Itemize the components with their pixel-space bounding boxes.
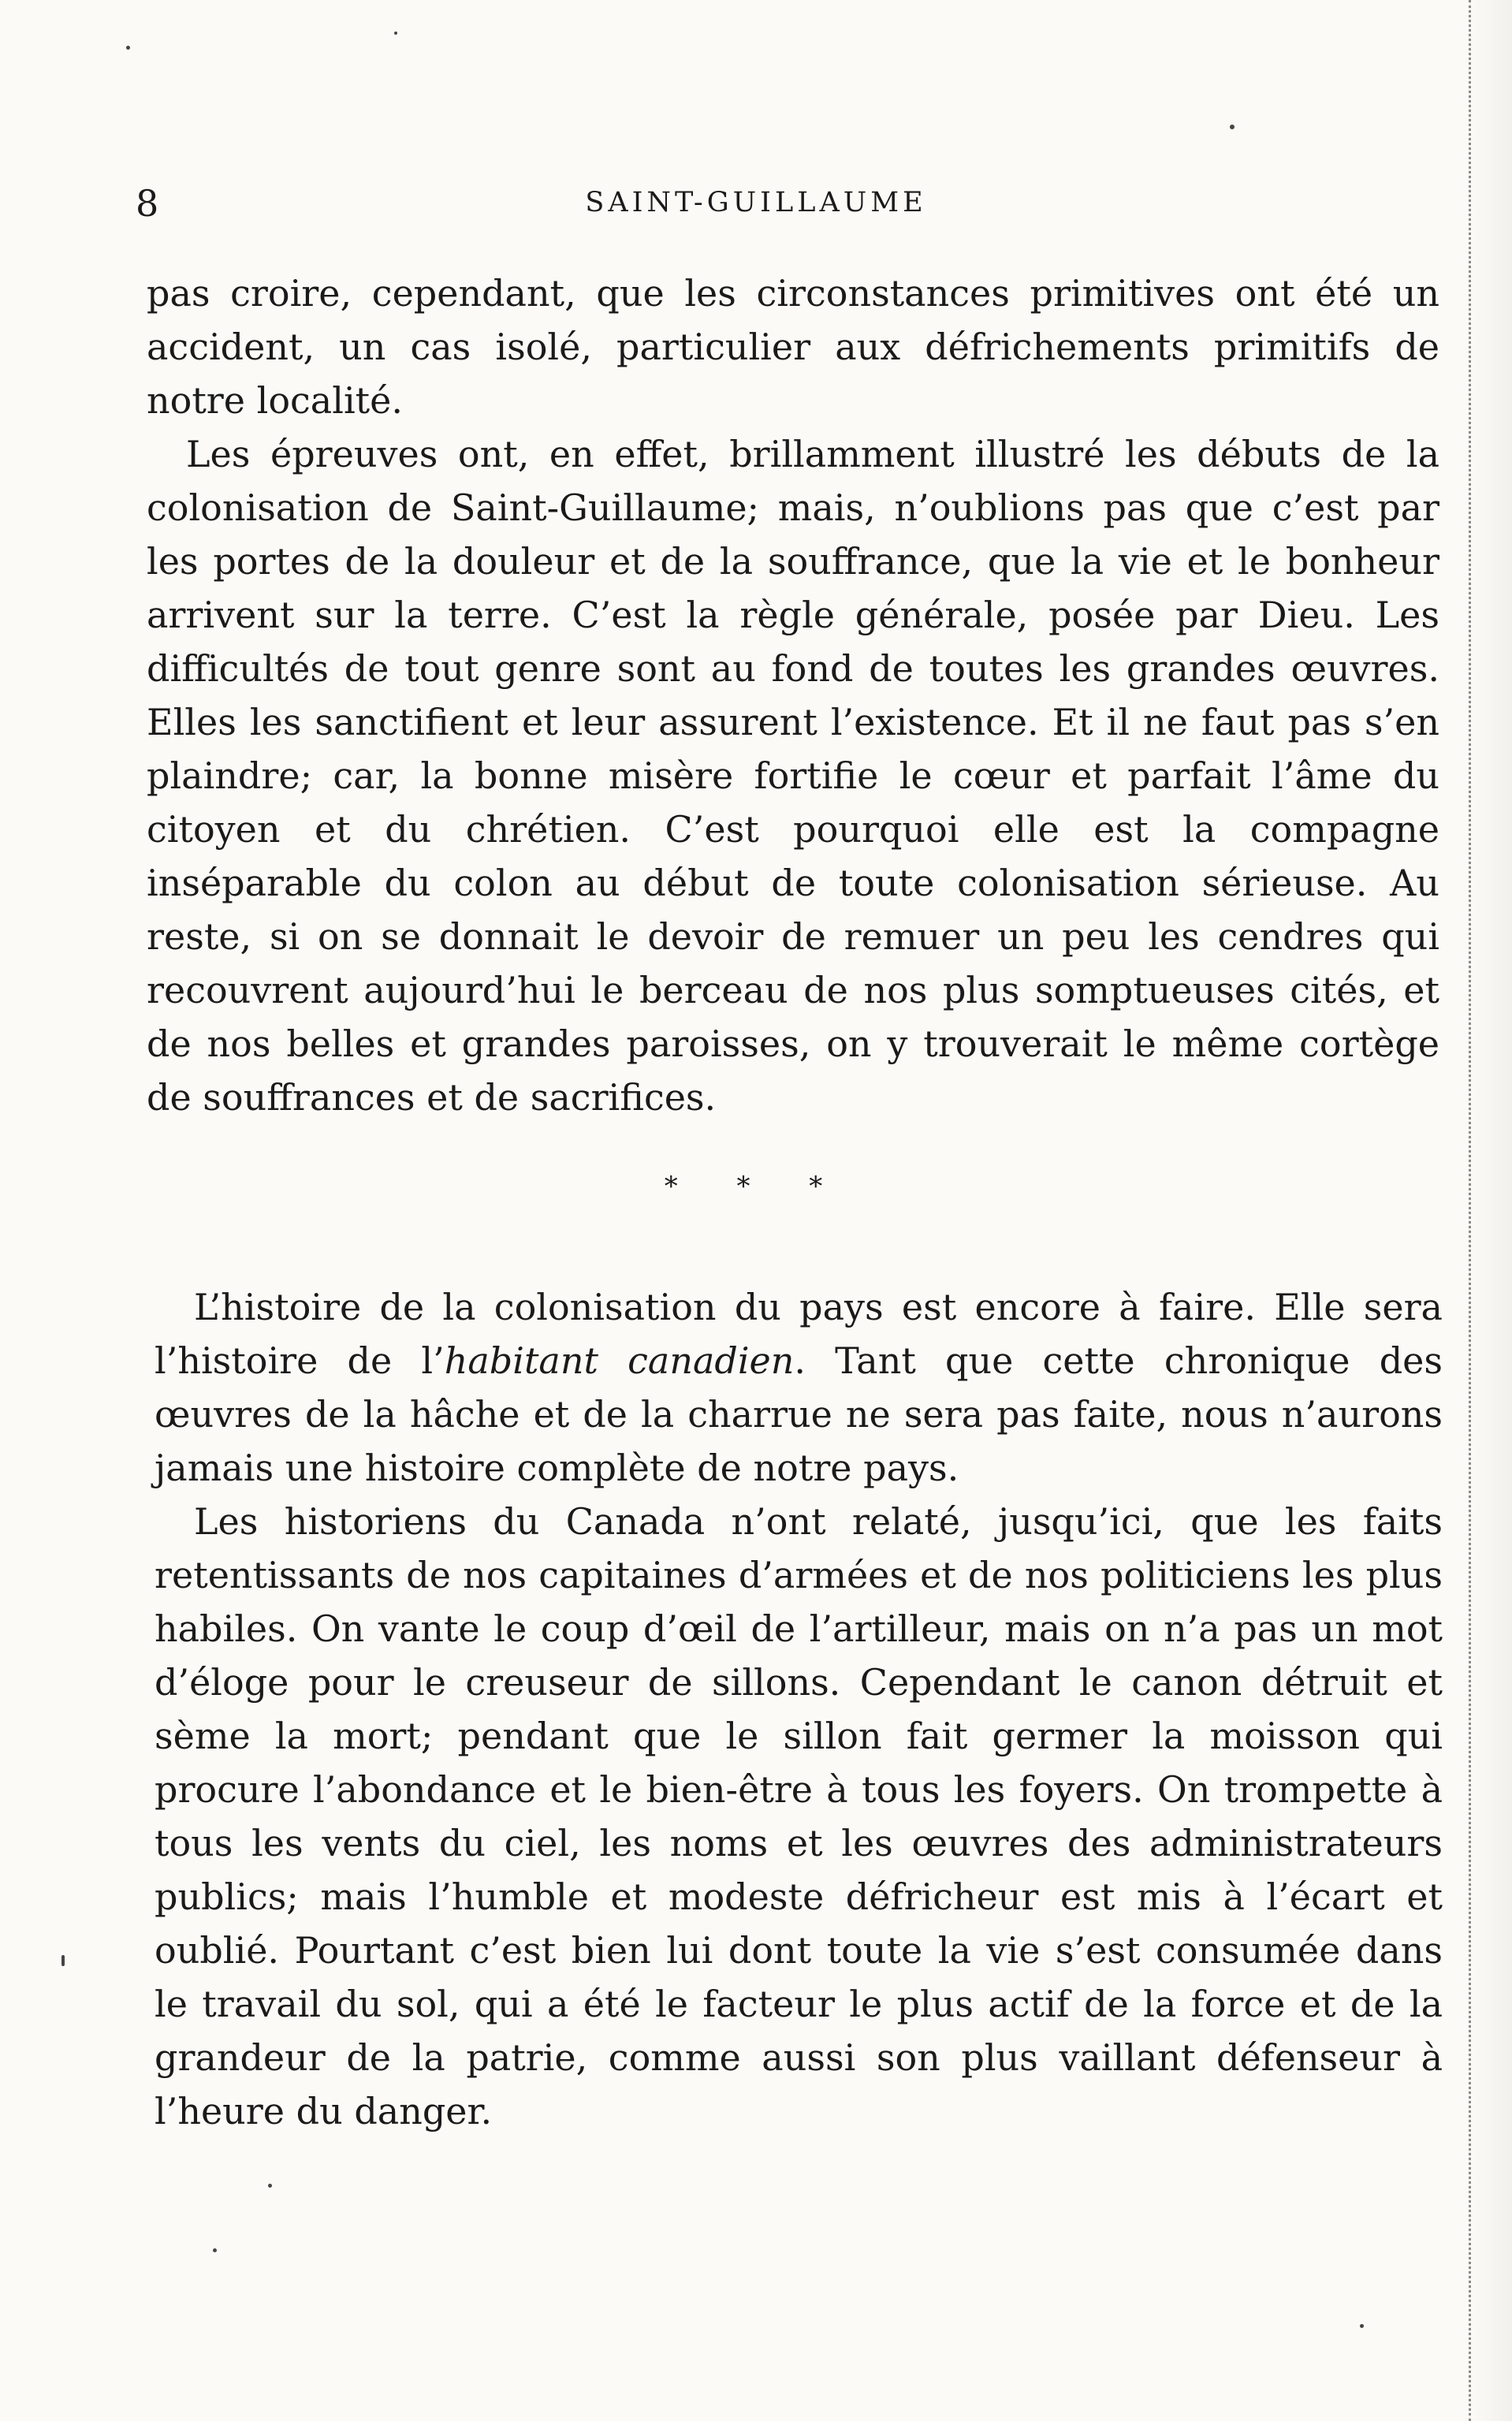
scan-speck bbox=[126, 46, 130, 50]
scan-speck bbox=[268, 2184, 272, 2188]
scan-speck bbox=[61, 1955, 65, 1966]
paragraph: Les historiens du Canada n’ont relaté, jusqu’ici, que les faits retentissants de nos capitaines d’armées et de nos politiciens les plus habiles. On vante le coup d’œil de l’artilleur, mais on n’a pas un mot d’éloge pour le creuseur de sillons. Cependant le canon détruit et sème la mort; pendant que le sillon fait germer la moisson qui procure l’abondance et le bien-être à tous les foyers. On trompette à tous les vents du ciel, les noms et les œuvres des administrateurs publics; mais l’humble et modeste défricheur est mis à l’écart et oublié. Pourtant c’est bien lui dont toute la vie s’est consumée dans le travail du sol, qui a été le facteur le plus actif de la force et de la grandeur de la patrie, comme aussi son plus vaillant défenseur à l’heure du danger. bbox=[155, 1500, 1443, 2132]
section-separator: * * * bbox=[664, 1171, 848, 1202]
running-title: SAINT-GUILLAUME bbox=[585, 187, 927, 218]
text-section-1 bbox=[147, 266, 1439, 1124]
scan-speck bbox=[394, 32, 397, 35]
page-number: 8 bbox=[136, 182, 159, 225]
scan-edge bbox=[1469, 0, 1512, 2421]
italic-term: habitant canadien bbox=[444, 1339, 795, 1382]
paragraph-text: . Tant que cette chronique des œuvres de la hâche et de la charrue ne sera pas faite, nous n’aurons jamais une histoire complète de notre pays. bbox=[155, 1339, 1443, 1489]
scan-speck bbox=[213, 2248, 217, 2252]
paragraph: Les épreuves ont, en effet, brillamment illustré les débuts de la colonisation de Saint-Guillaume; mais, n’oublions pas que c’est par les portes de la douleur et de la souffrance, que la vie et le bonheur arrivent sur la terre. C’est la règle générale, posée par Dieu. Les difficultés de tout genre sont au fond de toutes les grandes œuvres. Elles les sanctifient et leur assurent l’existence. Et il ne faut pas s’en plaindre; car, la bonne misère fortifie le cœur et parfait l’âme du citoyen et du chrétien. C’est pourquoi elle est la compagne inséparable du colon au début de toute colonisation sérieuse. Au reste, si on se donnait le devoir de remuer un peu les cendres qui recouvrent aujourd’hui le berceau de nos plus somptueuses cités, et de nos belles et grandes paroisses, on y trouverait le même cortège de souffrances et de sacrifices. bbox=[147, 433, 1439, 1119]
paragraph: pas croire, cependant, que les circonstances primitives ont été un accident, un cas isolé, particulier aux défrichements primitifs de notre localité. bbox=[147, 272, 1439, 422]
text-section-2 bbox=[155, 1280, 1443, 2138]
paragraph bbox=[155, 1280, 1443, 1495]
scan-speck bbox=[1230, 125, 1235, 129]
paragraph-text: L’histoire de la colonisation du pays est encore à faire. Elle sera l’histoire de l’ bbox=[155, 1286, 1443, 1382]
scan-speck bbox=[1360, 2324, 1364, 2328]
